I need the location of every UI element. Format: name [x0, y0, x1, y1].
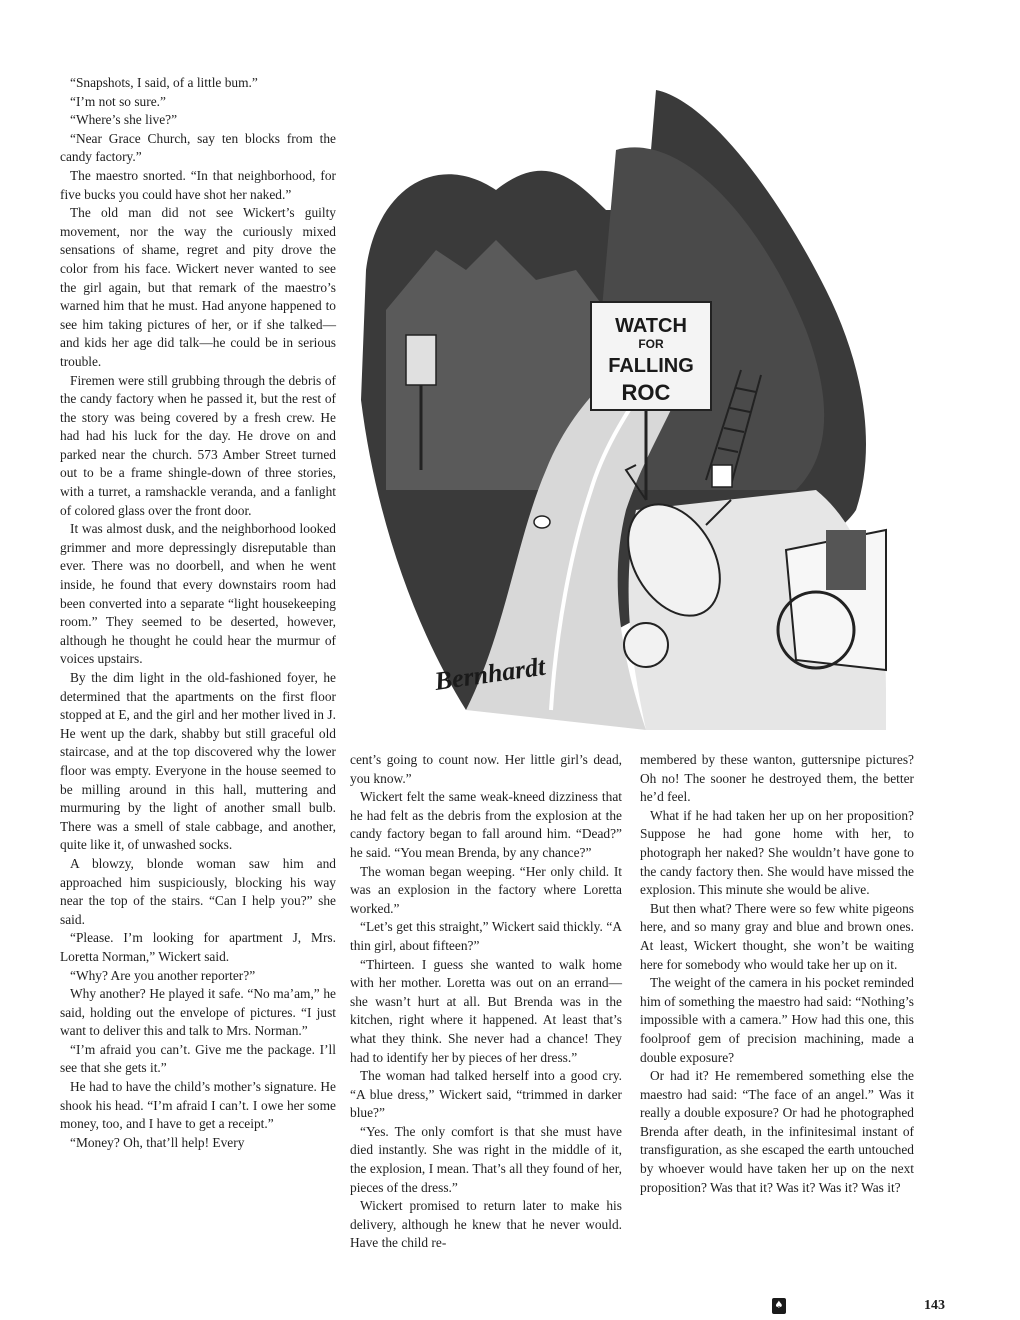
article-column-1 — [60, 74, 336, 1152]
article-paragraph: Why another? He played it safe. “No ma’am,” he said, holding out the envelope of pictures. “I just want to deliver this and talk to Mrs. Norman.” — [60, 986, 336, 1039]
sign-line-2: FOR — [638, 337, 664, 351]
article-paragraph: “Near Grace Church, say ten blocks from the candy factory.” — [60, 130, 336, 165]
article-column-3 — [640, 751, 914, 1197]
car — [778, 530, 886, 670]
article-paragraph: But then what? There were so few white pigeons here, and so many gray and blue and brown ones. At least, Wickert thought, she won’t be waiting here for somebody who would take her up on it. — [640, 900, 914, 972]
cartoon-illustration — [346, 70, 906, 730]
cartoon-drawing — [346, 70, 906, 730]
article-paragraph: The woman had talked herself into a good cry. “A blue dress,” Wickert said, “trimmed in darker blue?” — [350, 1068, 622, 1121]
article-paragraph: The old man did not see Wickert’s guilty movement, nor the way the curiously mixed sensations of shame, regret and pity drove the color from his face. Wickert never wanted to see the girl again, but that remark of the maestro’s warned him that he must. Had anyone happened to see him taking pictures of her, or if she talked—and kids her age did talk—he could be in serious trouble. — [60, 205, 336, 369]
article-paragraph: “Yes. The only comfort is that she must have died instantly. She was right in the middle of it, the explosion, I mean. That’s all they found of her, pieces of the dress.” — [350, 1123, 622, 1195]
sign-line-3: FALLING — [608, 355, 694, 377]
article-paragraph: A blowzy, blonde woman saw him and approached him suspiciously, blocking his way near the top of the stairs. “Can I help you?” she said. — [60, 855, 336, 927]
artist-signature: Bernhardt — [432, 651, 548, 696]
article-paragraph: cent’s going to count now. Her little girl’s dead, you know.” — [350, 752, 622, 786]
article-paragraph: “I’m afraid you can’t. Give me the package. I’ll see that she gets it.” — [60, 1041, 336, 1076]
article-paragraph: “Where’s she live?” — [70, 112, 178, 128]
article-paragraph: “Snapshots, I said, of a little bum.” — [70, 75, 258, 90]
article-paragraph: “Thirteen. I guess she wanted to walk home with her mother. Loretta was out on an errand—she wasn’t hurt at all. But Brenda was in the kitchen, right where it happened. At least that’s what they think. She never had a chance! They had to identify her by pieces of her dress.” — [350, 956, 622, 1065]
article-paragraph: Wickert felt the same weak-kneed dizziness that he had felt as the debris from the explosion at the candy factory began to fall around him. “Dead?” he said. “You mean Brenda, by any chance?” — [350, 789, 622, 860]
article-paragraph: The woman began weeping. “Her only child. It was an explosion in the factory where Loretta worked.” — [350, 863, 622, 916]
article-paragraph: “Money? Oh, that’ll help! Every — [70, 1134, 245, 1150]
article-paragraph: By the dim light in the old-fashioned foyer, he determined that the apartments on the first floor stopped at E, and the girl and her mother lived in J. He went up the dark, shabby but still graceful old staircase, and at the top discovered why the lower floor was empty. Everyone in the house seemed to be milling around in this hall, muttering and murmuring by the light of another small bulb. There was a smell of stale cabbage, and another, quite like it, of unwashed socks. — [60, 670, 336, 853]
article-paragraph: “Why? Are you another reporter?” — [70, 967, 256, 983]
sign-line-4: ROC — [621, 380, 671, 405]
article-paragraph: Wickert promised to return later to make his delivery, although he knew that he never would. Have the child re- — [350, 1198, 622, 1251]
article-paragraph: It was almost dusk, and the neighborhood looked grimmer and more depressingly disreputable than ever. There was no doorbell, and when he went inside, he found that every downstairs room had been converted into a separate “light housekeeping room.” They seemed to be deserted, however, although he thought he could hear the murmur of voices upstairs. — [60, 521, 336, 667]
sign-line-1: WATCH — [615, 315, 687, 337]
article-paragraph: “Please. I’m looking for apartment J, Mrs. Loretta Norman,” Wickert said. — [60, 930, 336, 964]
article-paragraph: The maestro snorted. “In that neighborhood, for five bucks you could have shot her naked.” — [60, 167, 336, 202]
article-paragraph: He had to have the child’s mother’s signature. He shook his head. “I’m afraid I can’t. I owe her some money, too, and I have to get a receipt.” — [60, 1079, 336, 1132]
article-paragraph: Or had it? He remembered something else the maestro had said: “The face of an angel.” Was it really a double exposure? Or had he photographed Brenda after death, in the infinitesimal instant of transfiguration, as she escaped the earth untouched by whoever would have taken her up on the next proposition? Was that it? Was it? Was it? Was it? — [640, 1068, 914, 1195]
article-paragraph: membered by these wanton, guttersnipe pictures? Oh no! The sooner he destroyed them, the better he’d feel. — [640, 752, 914, 805]
article-paragraph: The weight of the camera in his pocket reminded him of something the maestro had said: “Nothing’s impossible with a camera.” How had this one, this foolproof gem of precision machining, made a double exposure? — [640, 975, 914, 1065]
page-number: 143 — [924, 1298, 945, 1313]
article-paragraph: Firemen were still grubbing through the debris of the candy factory when he passed it, but the rest of the story was being covered by a fresh crew. He had had his luck for the day. He drove on and parked near the church. 573 Amber Street turned out to be a frame shingle-down of three stories, with a turret, a ramshackle veranda, and a fanlight of colored glass over the front door. — [60, 372, 336, 518]
article-paragraph: “Let’s get this straight,” Wickert said thickly. “A thin girl, about fifteen?” — [350, 919, 622, 953]
rabbit-logo-icon: ♠ — [772, 1298, 786, 1314]
article-paragraph: “I’m not so sure.” — [70, 93, 166, 109]
article-paragraph: What if he had taken her up on her proposition? Suppose he had gone home with her, to photograph her naked? She wouldn’t have gone to the candy factory then. She would have missed the explosion. This minute she would be alive. — [640, 807, 914, 898]
article-column-2 — [350, 751, 622, 1253]
